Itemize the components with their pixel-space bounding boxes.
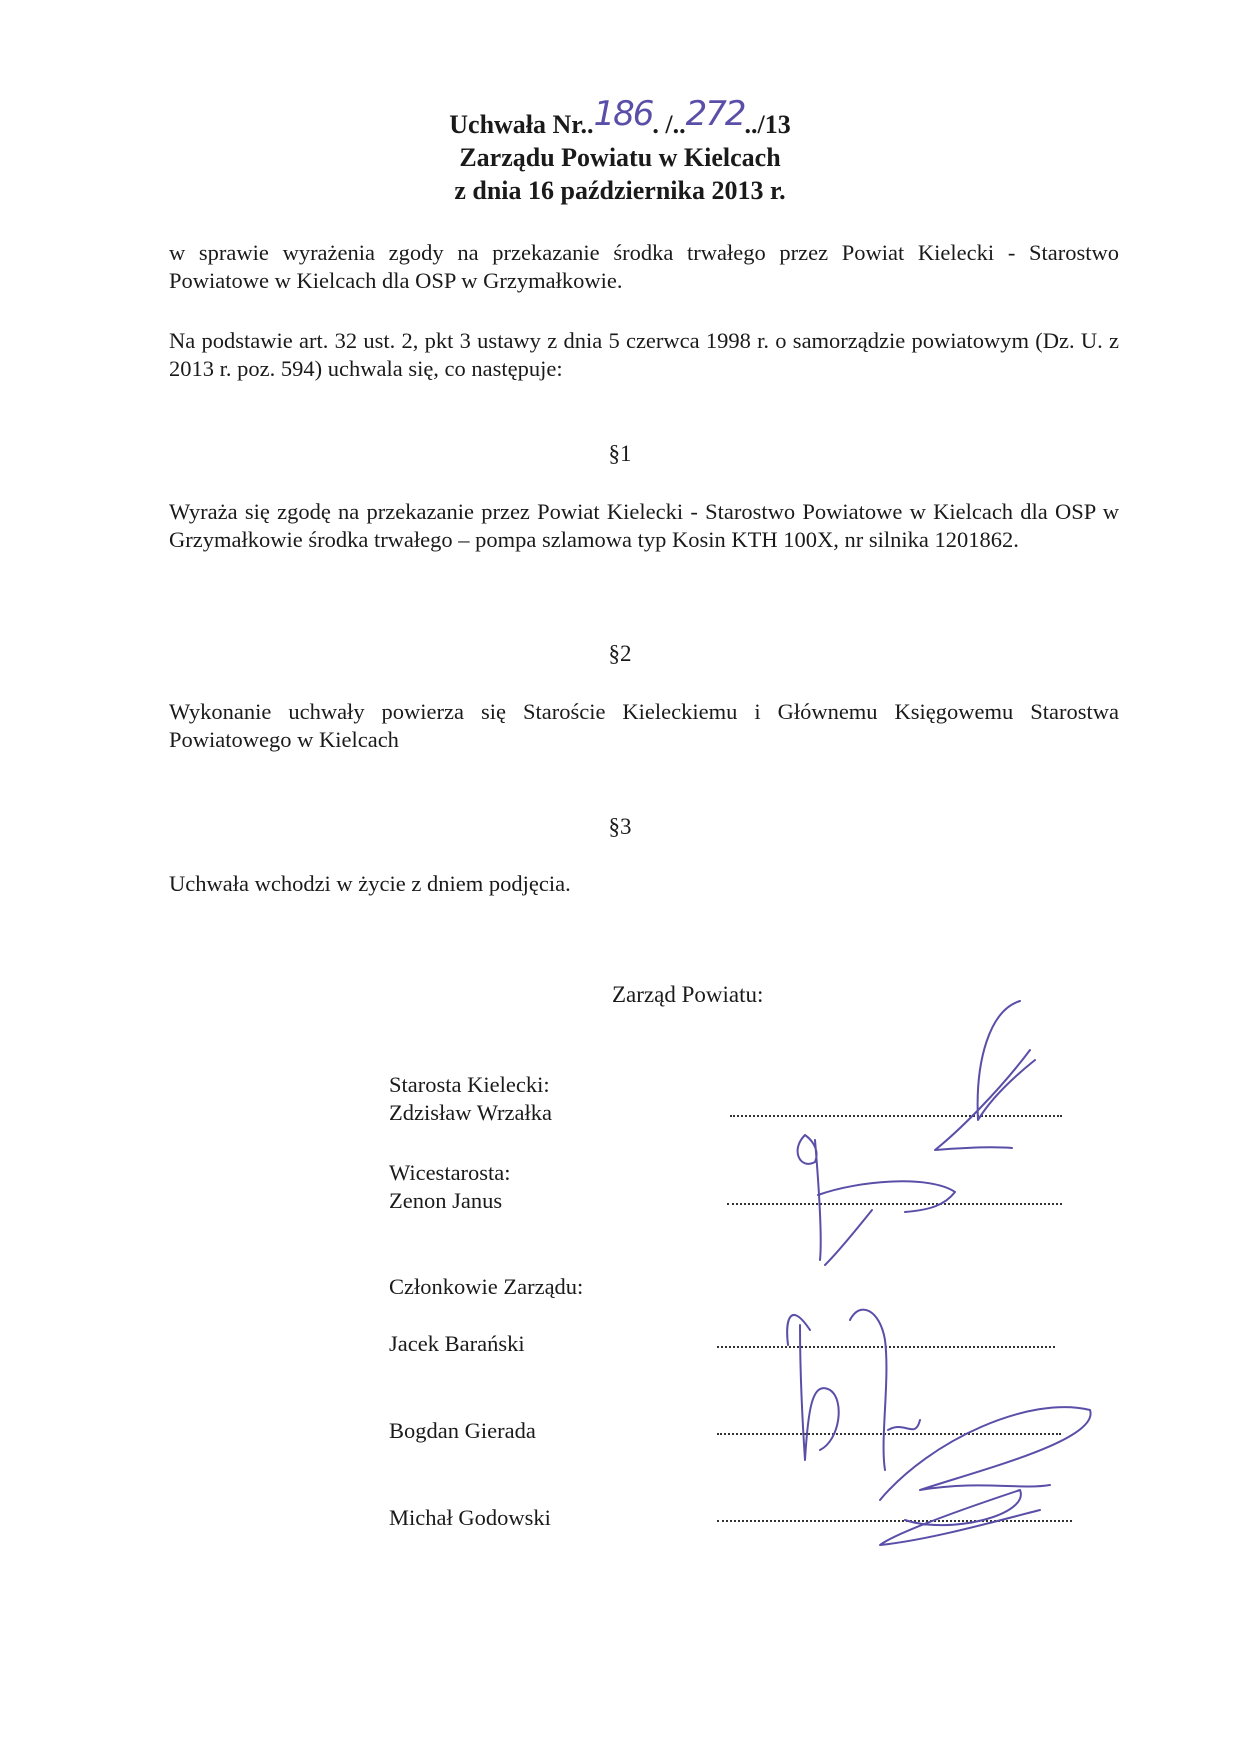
handwritten-number-2: 272 [685,94,745,134]
signature-vice-icon [798,1135,955,1265]
board-title: Zarząd Powiatu: [612,982,764,1007]
signature-line-member-3 [717,1518,1072,1522]
subject-paragraph: w sprawie wyrażenia zgody na przekazanie środka trwałego przez Powiat Kielecki - Starostwo Powiatowe w Kielcach dla OSP w Grzymałkowie. [169,240,1119,293]
handwritten-number-1: 186 [593,94,653,134]
vice-role: Wicestarosta: [389,1160,511,1185]
signature-line-member-2 [717,1431,1061,1435]
signature-starosta-icon [935,1001,1035,1150]
signature-line-starosta [730,1113,1062,1117]
resolution-header [0,94,1240,207]
resolution-date: z dnia 16 października 2013 r. [454,176,786,205]
section-3-text: Uchwała wchodzi w życie z dniem podjęcia. [169,871,571,896]
section-3-mark: §3 [608,814,632,839]
section-2-text: Wykonanie uchwały powierza się Staroście Kieleckiemu i Głównemu Księgowemu Starostwa Powiatowego w Kielcach [169,699,1119,752]
section-1-mark: §1 [608,441,632,466]
signature-members-flourish-icon [880,1407,1091,1545]
members-title: Członkowie Zarządu: [389,1274,584,1299]
starosta-role: Starosta Kielecki: [389,1072,550,1097]
signature-line-vice [727,1201,1062,1205]
signature-line-member-1 [717,1344,1055,1348]
resolution-issuer: Zarządu Powiatu w Kielcach [459,143,781,172]
signature-members-icon [787,1310,920,1470]
vice-name: Zenon Janus [389,1188,503,1213]
member-name: Bogdan Gierada [389,1418,536,1443]
starosta-name: Zdzisław Wrzałka [389,1100,552,1125]
section-2-mark: §2 [608,641,632,666]
section-1-text: Wyraża się zgodę na przekazanie przez Powiat Kielecki - Starostwo Powiatowe w Kielcach dla OSP w Grzymałkowie środka trwałego – pompa szlamowa typ Kosin KTH 100X, nr silnika 1201862. [169,499,1119,552]
member-name: Michał Godowski [389,1505,551,1530]
legal-basis-paragraph: Na podstawie art. 32 ust. 2, pkt 3 ustawy z dnia 5 czerwca 1998 r. o samorządzie powiatowym (Dz. U. z 2013 r. poz. 594) uchwala się, co następuje: [169,328,1119,381]
member-name: Jacek Barański [389,1331,525,1356]
resolution-number: Uchwała Nr..186. /..272../13 [449,94,791,139]
